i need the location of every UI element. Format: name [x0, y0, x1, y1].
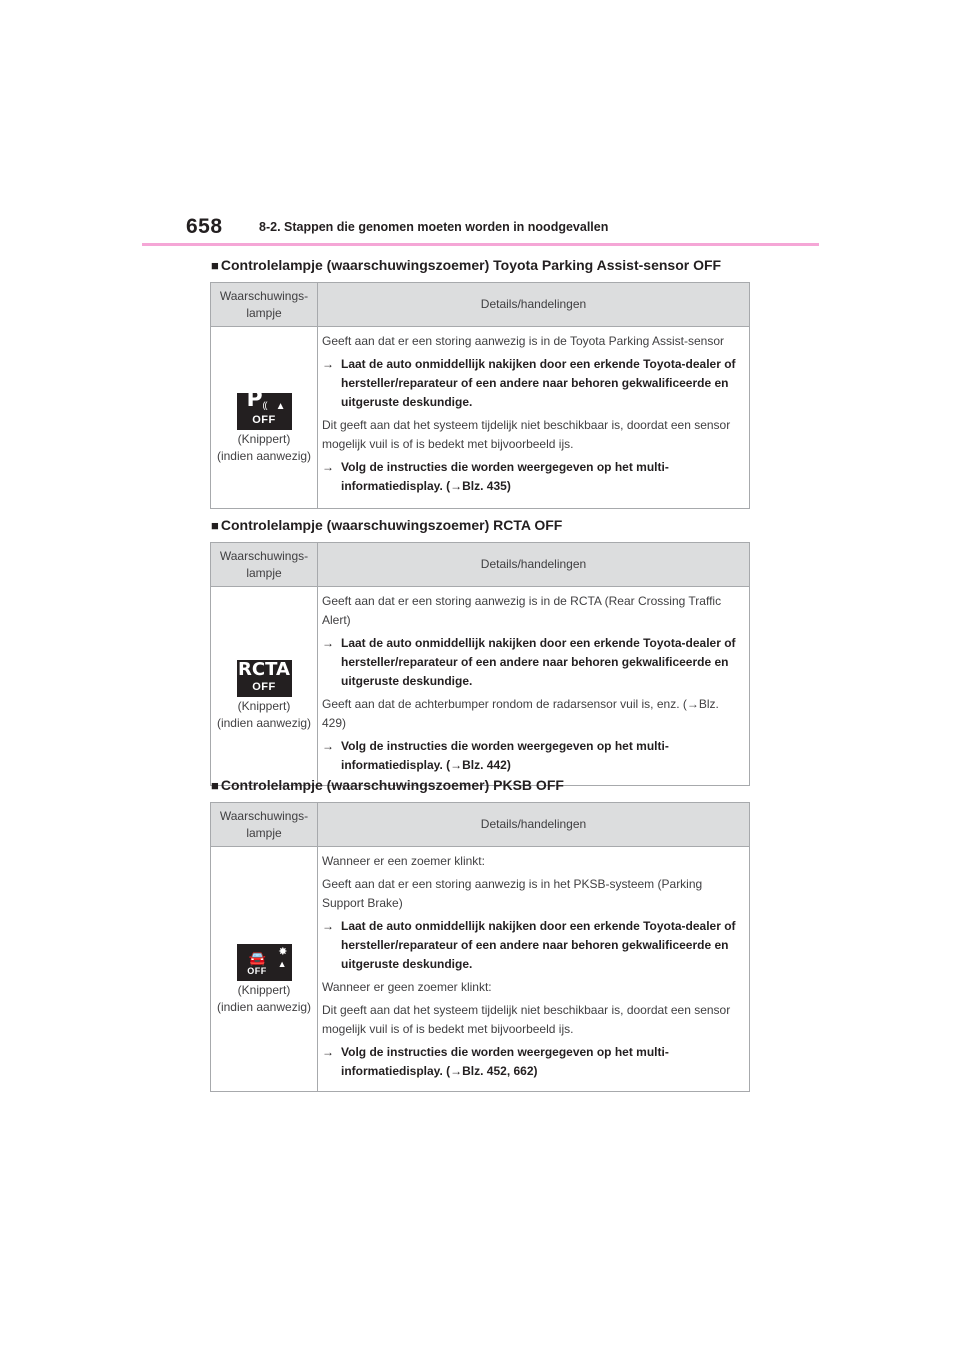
page-number: 658 [186, 215, 223, 238]
warning-table-pksb [210, 802, 750, 1092]
column-header-details: Details/handelingen [318, 543, 750, 587]
detail-action: → Volg de instructies die worden weergegeven op het multi-informatiedisplay. (→Blz. 435) [322, 458, 745, 496]
arrow-right-icon: → [322, 1045, 334, 1059]
warning-table-parking-assist [210, 282, 750, 509]
arrow-right-icon: → [322, 919, 334, 933]
details-cell [318, 847, 750, 1092]
page-header [0, 0, 960, 250]
column-header-lamp: Waarschuwings-lampje [211, 543, 318, 587]
detail-text: Geeft aan dat er een storing aanwezig is in de RCTA (Rear Crossing Traffic Alert) [322, 594, 722, 627]
arrow-right-icon: → [322, 636, 334, 650]
bullet-square-icon: ■ [211, 778, 219, 793]
details-cell [318, 327, 750, 509]
bullet-square-icon: ■ [211, 518, 219, 533]
arrow-right-icon: → [322, 357, 334, 371]
pksb-off-icon: 🚘 ✸ ▲ OFF [237, 944, 292, 981]
column-header-details: Details/handelingen [318, 803, 750, 847]
detail-text: Wanneer er geen zoemer klinkt: [322, 980, 492, 994]
lamp-cell [211, 847, 318, 1092]
detail-action: → Laat de auto onmiddellijk nakijken door een erkende Toyota-dealer of hersteller/reparateur of een andere naar behoren gekwalificeerde en uitgeruste deskundige. [322, 634, 745, 691]
bullet-square-icon: ■ [211, 258, 219, 273]
lamp-availability-text: (indien aanwezig) [216, 448, 312, 463]
lamp-availability-text: (indien aanwezig) [216, 716, 312, 730]
chapter-title: 8-2. Stappen die genomen moeten worden in noodgevallen [259, 220, 609, 234]
arrow-right-icon: → [322, 460, 334, 474]
warning-table-rcta [210, 542, 750, 786]
lamp-availability-text: (indien aanwezig) [216, 1000, 312, 1014]
detail-text: Dit geeft aan dat het systeem tijdelijk niet beschikbaar is, doordat een sensor mogelijk vuil is of is bedekt met bijvoorbeeld ijs. [322, 1003, 731, 1036]
parking-assist-off-icon: P (( ▲ OFF [237, 393, 292, 430]
column-header-details: Details/handelingen [318, 283, 750, 327]
lamp-cell [211, 587, 318, 786]
lamp-state-text: (Knippert) [237, 983, 291, 997]
arrow-right-icon: → [322, 739, 334, 753]
section-title-rcta: ■ Controlelampje (waarschuwingszoemer) RCTA OFF [211, 517, 563, 533]
rcta-off-icon: RCTA OFF [237, 660, 292, 697]
detail-action: → Volg de instructies die worden weergegeven op het multi-informatiedisplay. (→Blz. 452, 662) [322, 1043, 745, 1081]
section-title-parking-assist: ■ Controlelampje (waarschuwingszoemer) Toyota Parking Assist-sensor OFF [211, 257, 722, 273]
lamp-cell [211, 327, 318, 509]
detail-text: Geeft aan dat er een storing aanwezig is in het PKSB-systeem (Parking Support Brake) [322, 877, 703, 910]
detail-action: → Laat de auto onmiddellijk nakijken door een erkende Toyota-dealer of hersteller/reparateur of een andere naar behoren gekwalificeerde en uitgeruste deskundige. [322, 355, 745, 412]
lamp-state-text: (Knippert) [237, 699, 291, 713]
column-header-lamp: Waarschuwings-lampje [211, 283, 318, 327]
details-cell [318, 587, 750, 786]
section-title-pksb: ■ Controlelampje (waarschuwingszoemer) PKSB OFF [211, 777, 564, 793]
detail-text: Geeft aan dat de achterbumper rondom de radarsensor vuil is, enz. (→Blz. 429) [322, 697, 719, 730]
column-header-lamp: Waarschuwings-lampje [211, 803, 318, 847]
detail-action: → Volg de instructies die worden weergegeven op het multi-informatiedisplay. (→Blz. 442) [322, 737, 745, 775]
header-divider [142, 243, 819, 246]
detail-text: Dit geeft aan dat het systeem tijdelijk niet beschikbaar is, doordat een sensor mogelijk vuil is of is bedekt met bijvoorbeeld ijs. [322, 418, 731, 451]
detail-text: Wanneer er een zoemer klinkt: [322, 854, 485, 868]
lamp-state-text: (Knippert) [237, 431, 291, 446]
detail-text: Geeft aan dat er een storing aanwezig is in de Toyota Parking Assist-sensor [322, 334, 725, 348]
detail-action: → Laat de auto onmiddellijk nakijken door een erkende Toyota-dealer of hersteller/reparateur of een andere naar behoren gekwalificeerde en uitgeruste deskundige. [322, 917, 745, 974]
